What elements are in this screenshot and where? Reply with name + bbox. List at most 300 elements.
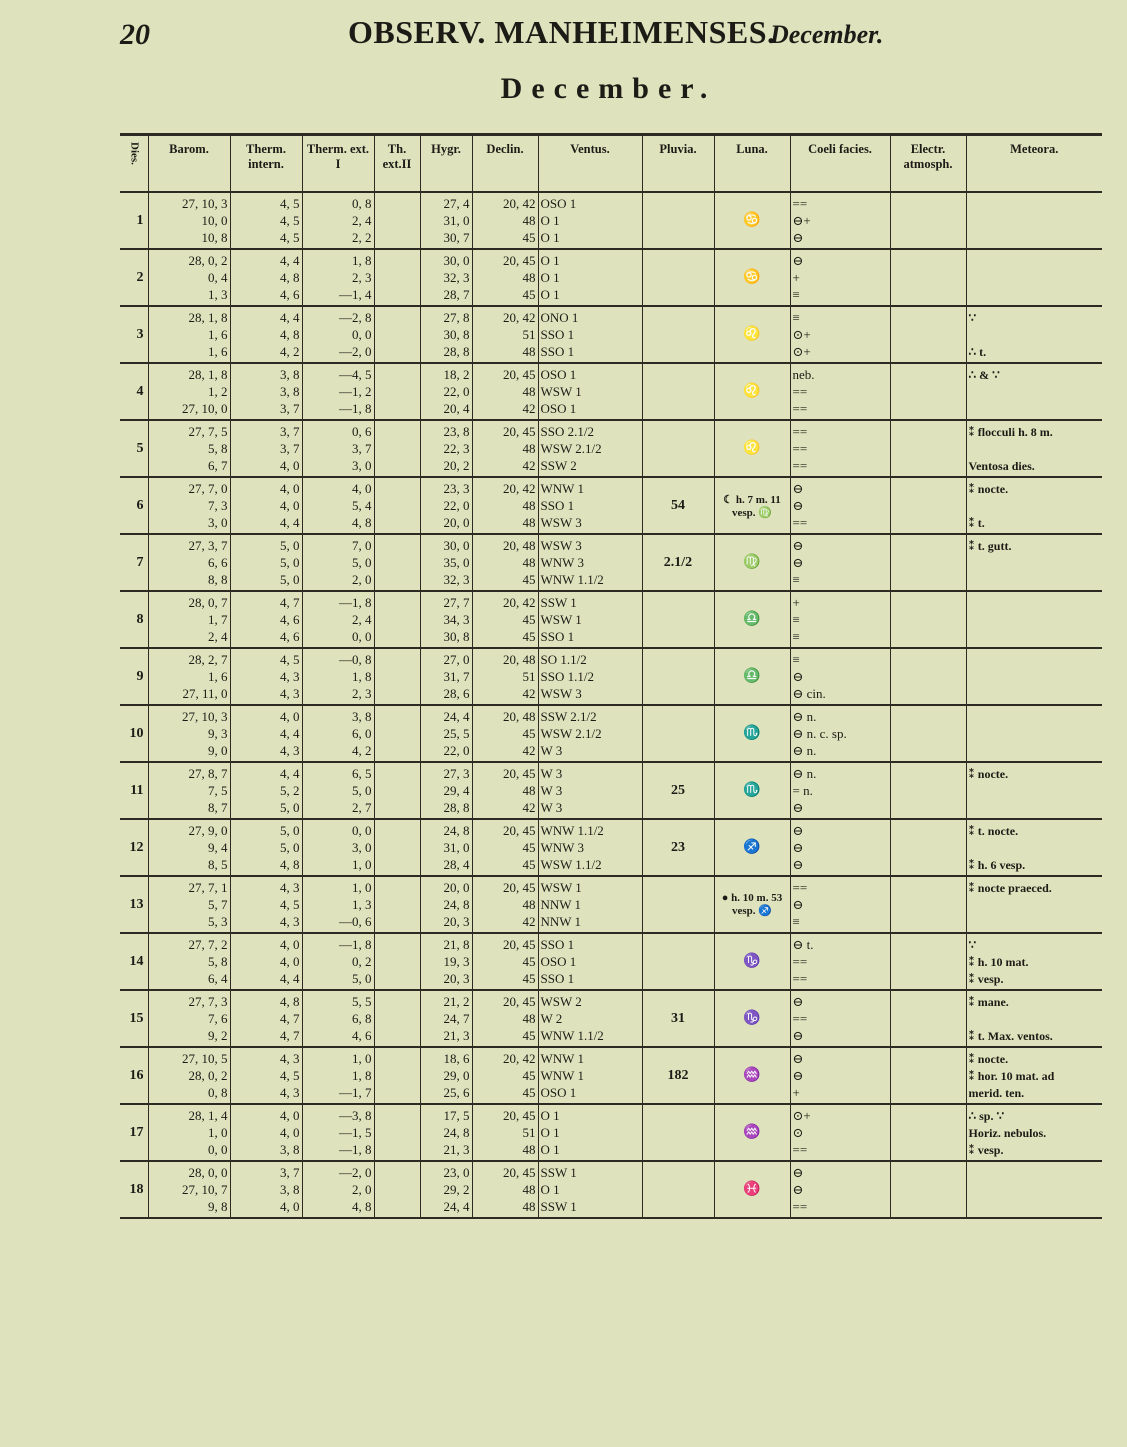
declination-cell-line: 20, 45: [503, 822, 536, 838]
barometer-cell-line: 9, 8: [208, 1198, 228, 1214]
electricity-cell: [890, 819, 966, 876]
electricity-cell: [890, 1161, 966, 1218]
thermometer-internal-cell-line: 4, 4: [280, 252, 300, 268]
meteora-cell-line: ⁑ hor. 10 mat. ad: [968, 1068, 1055, 1083]
thermometer-external-cell-line: 0, 0: [352, 326, 372, 342]
sky-cell-line: ⊖: [792, 822, 804, 838]
thermometer-internal-cell-line: 4, 6: [280, 286, 300, 302]
declination-cell-line: 45: [522, 571, 536, 587]
table-row: [120, 933, 1102, 990]
thermometer-internal-cell-line: 4, 0: [280, 1107, 300, 1123]
thermometer-internal-cell-line: 5, 0: [280, 537, 300, 553]
day-cell: 7: [120, 534, 148, 591]
column-header: [120, 135, 148, 193]
wind-cell-line: O 1: [540, 252, 560, 268]
barometer-cell-line: 6, 4: [208, 970, 228, 986]
thermometer-external-cell-line: 4, 8: [352, 514, 372, 530]
thermometer-internal-cell-line: 4, 0: [280, 457, 300, 473]
hygrometer-cell-line: 24, 8: [443, 896, 470, 912]
declination-cell-line: 45: [522, 286, 536, 302]
thermometer-external-cell-line: 3, 7: [352, 440, 372, 456]
thermometer-external-ii-cell: [374, 1104, 420, 1161]
sky-cell: [790, 477, 890, 534]
meteora-cell-line: ⁑ t. nocte.: [968, 823, 1019, 838]
thermometer-internal-cell-line: 4, 0: [280, 497, 300, 513]
thermometer-external-cell: [302, 591, 374, 648]
declination-cell-line: 48: [522, 269, 536, 285]
thermometer-external-cell-line: 2, 4: [352, 611, 372, 627]
hygrometer-cell-line: 31, 7: [443, 668, 470, 684]
barometer-cell-line: 0, 4: [208, 269, 228, 285]
declination-cell-line: 20, 45: [503, 936, 536, 952]
barometer-cell: [148, 819, 230, 876]
hygrometer-cell-line: 24, 4: [443, 708, 470, 724]
thermometer-external-ii-cell: [374, 819, 420, 876]
thermometer-external-ii-cell: [374, 705, 420, 762]
barometer-cell-line: 5, 3: [208, 913, 228, 929]
thermometer-external-cell-line: 1, 8: [352, 668, 372, 684]
barometer-cell-line: 27, 10, 7: [182, 1181, 228, 1197]
declination-cell-line: 48: [522, 554, 536, 570]
sky-cell-line: ==: [792, 1141, 808, 1157]
sky-cell: [790, 933, 890, 990]
wind-cell-line: WSW 2.1/2: [540, 725, 602, 741]
sky-cell-line: ⊖: [792, 497, 804, 513]
electricity-cell: [890, 933, 966, 990]
declination-cell: [472, 591, 538, 648]
thermometer-external-cell: [302, 420, 374, 477]
declination-cell-line: 20, 45: [503, 1107, 536, 1123]
declination-cell-line: 45: [522, 628, 536, 644]
wind-cell-line: SSO 1: [540, 343, 575, 359]
hygrometer-cell-line: 20, 2: [443, 457, 470, 473]
sky-cell: [790, 876, 890, 933]
thermometer-external-cell-line: 5, 5: [352, 993, 372, 1009]
barometer-cell-line: 7, 3: [208, 497, 228, 513]
hygrometer-cell-line: 23, 0: [443, 1164, 470, 1180]
meteora-cell-line: ⁑ t. Max. ventos.: [968, 1028, 1053, 1043]
meteora-cell-line: ⁑ nocte.: [968, 1051, 1009, 1066]
thermometer-external-ii-cell: [374, 477, 420, 534]
thermometer-internal-cell: [230, 363, 302, 420]
declination-cell-line: 42: [522, 913, 536, 929]
declination-cell: [472, 933, 538, 990]
sky-cell-line: = n.: [792, 782, 813, 798]
wind-cell-line: WNW 1.1/2: [540, 1027, 604, 1043]
thermometer-external-cell-line: —0, 6: [339, 913, 372, 929]
barometer-cell-line: 27, 10, 0: [182, 400, 228, 416]
barometer-cell: [148, 990, 230, 1047]
barometer-cell-line: 1, 6: [208, 343, 228, 359]
declination-cell-line: 20, 42: [503, 594, 536, 610]
barometer-cell-line: 8, 5: [208, 856, 228, 872]
column-header: Th. ext.II: [374, 135, 420, 193]
wind-cell-line: SSO 1: [540, 628, 575, 644]
sky-cell-line: ==: [792, 953, 808, 969]
observations-table-wrap: [120, 133, 1102, 1219]
wind-cell-line: OSO 1: [540, 953, 577, 969]
hygrometer-cell-line: 31, 0: [443, 212, 470, 228]
hygrometer-cell-line: 28, 7: [443, 286, 470, 302]
thermometer-external-cell-line: 6, 0: [352, 725, 372, 741]
thermometer-internal-cell-line: 3, 7: [280, 400, 300, 416]
table-header-row: [120, 135, 1102, 193]
barometer-cell: [148, 1047, 230, 1104]
hygrometer-cell-line: 28, 8: [443, 343, 470, 359]
declination-cell: [472, 1047, 538, 1104]
thermometer-external-cell-line: 1, 3: [352, 896, 372, 912]
declination-cell-line: 42: [522, 457, 536, 473]
wind-cell-line: NNW 1: [540, 896, 582, 912]
thermometer-internal-cell-line: 3, 8: [280, 1181, 300, 1197]
day-cell: 2: [120, 249, 148, 306]
thermometer-external-cell-line: —1, 4: [339, 286, 372, 302]
declination-cell: [472, 876, 538, 933]
hygrometer-cell-line: 32, 3: [443, 269, 470, 285]
column-header: Meteora.: [966, 135, 1102, 193]
sky-cell: [790, 705, 890, 762]
hygrometer-cell-line: 25, 6: [443, 1084, 470, 1100]
declination-cell-line: 45: [522, 725, 536, 741]
rain-cell: [642, 1161, 714, 1218]
wind-cell: [538, 192, 642, 249]
day-cell: 6: [120, 477, 148, 534]
rain-cell: [642, 1104, 714, 1161]
sky-cell: [790, 534, 890, 591]
hygrometer-cell-line: 20, 3: [443, 913, 470, 929]
hygrometer-cell-line: 24, 7: [443, 1010, 470, 1026]
sky-cell-line: ==: [792, 195, 808, 211]
thermometer-internal-cell-line: 4, 4: [280, 970, 300, 986]
barometer-cell: [148, 762, 230, 819]
hygrometer-cell: [420, 420, 472, 477]
rain-cell: [642, 306, 714, 363]
moon-cell: ♒: [714, 1104, 790, 1161]
declination-cell-line: 51: [522, 668, 536, 684]
meteora-cell: [966, 1104, 1102, 1161]
wind-cell: [538, 1047, 642, 1104]
wind-cell-line: O 1: [540, 1124, 560, 1140]
electricity-cell: [890, 648, 966, 705]
sky-cell-line: ⊖: [792, 856, 804, 872]
thermometer-external-cell: [302, 1104, 374, 1161]
moon-cell: ♎: [714, 648, 790, 705]
thermometer-external-cell: [302, 762, 374, 819]
meteora-cell: [966, 591, 1102, 648]
declination-cell: [472, 1104, 538, 1161]
declination-cell-line: 48: [522, 1141, 536, 1157]
hygrometer-cell-line: 20, 0: [443, 879, 470, 895]
declination-cell-line: 42: [522, 799, 536, 815]
thermometer-external-ii-cell: [374, 591, 420, 648]
hygrometer-cell-line: 30, 0: [443, 537, 470, 553]
barometer-cell-line: 9, 3: [208, 725, 228, 741]
day-cell: 11: [120, 762, 148, 819]
sky-cell-line: ⊖: [792, 252, 804, 268]
barometer-cell-line: 0, 0: [208, 1141, 228, 1157]
meteora-cell-line: ⁑ nocte praeced.: [968, 880, 1052, 895]
wind-cell: [538, 762, 642, 819]
rain-cell: 23: [642, 819, 714, 876]
thermometer-internal-cell-line: 4, 7: [280, 594, 300, 610]
hygrometer-cell: [420, 363, 472, 420]
electricity-cell: [890, 876, 966, 933]
sky-cell-line: ⊖: [792, 537, 804, 553]
meteora-cell-line: Horiz. nebulos.: [968, 1125, 1047, 1140]
declination-cell: [472, 306, 538, 363]
thermometer-external-cell-line: 4, 8: [352, 1198, 372, 1214]
barometer-cell-line: 7, 6: [208, 1010, 228, 1026]
barometer-cell-line: 6, 6: [208, 554, 228, 570]
thermometer-external-cell-line: 1, 0: [352, 879, 372, 895]
table-row: [120, 1047, 1102, 1104]
sky-cell-line: ⊖: [792, 1181, 804, 1197]
thermometer-internal-cell-line: 4, 0: [280, 1198, 300, 1214]
declination-cell-line: 20, 45: [503, 765, 536, 781]
thermometer-internal-cell-line: 5, 0: [280, 571, 300, 587]
hygrometer-cell-line: 27, 4: [443, 195, 470, 211]
declination-cell-line: 48: [522, 1181, 536, 1197]
table-row: [120, 363, 1102, 420]
thermometer-external-cell-line: 4, 0: [352, 480, 372, 496]
hygrometer-cell: [420, 762, 472, 819]
wind-cell-line: O 1: [540, 212, 560, 228]
sky-cell-line: ⊖ n. c. sp.: [792, 725, 847, 741]
hygrometer-cell-line: 18, 2: [443, 366, 470, 382]
barometer-cell: [148, 591, 230, 648]
thermometer-external-cell-line: —1, 7: [339, 1084, 372, 1100]
barometer-cell-line: 28, 0, 2: [188, 252, 228, 268]
electricity-cell: [890, 534, 966, 591]
sky-cell-line: ==: [792, 1198, 808, 1214]
barometer-cell-line: 1, 6: [208, 668, 228, 684]
sky-cell-line: ⊖: [792, 799, 804, 815]
wind-cell-line: SSO 1: [540, 326, 575, 342]
thermometer-external-cell-line: —1, 8: [339, 594, 372, 610]
barometer-cell-line: 7, 5: [208, 782, 228, 798]
meteora-cell-line: ⁑ t. gutt.: [968, 538, 1012, 553]
thermometer-internal-cell-line: 4, 4: [280, 725, 300, 741]
thermometer-external-ii-cell: [374, 933, 420, 990]
thermometer-internal-cell-line: 4, 6: [280, 628, 300, 644]
moon-cell: ♑: [714, 933, 790, 990]
hygrometer-cell: [420, 819, 472, 876]
table-row: [120, 876, 1102, 933]
sky-cell-line: ≡: [792, 651, 800, 667]
month-heading: December.: [500, 72, 717, 105]
thermometer-external-cell-line: 2, 3: [352, 685, 372, 701]
declination-cell-line: 20, 42: [503, 480, 536, 496]
barometer-cell-line: 27, 7, 1: [188, 879, 228, 895]
thermometer-internal-cell-line: 4, 6: [280, 611, 300, 627]
thermometer-internal-cell-line: 4, 3: [280, 879, 300, 895]
declination-cell-line: 20, 45: [503, 879, 536, 895]
sky-cell-line: ⊙: [792, 1124, 804, 1140]
wind-cell-line: WNW 1.1/2: [540, 822, 604, 838]
meteora-cell: [966, 192, 1102, 249]
thermometer-internal-cell: [230, 420, 302, 477]
thermometer-internal-cell: [230, 477, 302, 534]
wind-cell-line: O 1: [540, 1107, 560, 1123]
moon-cell: ☾ h. 7 m. 11 vesp. ♍: [714, 477, 790, 534]
wind-cell-line: WSW 1.1/2: [540, 856, 602, 872]
electricity-cell: [890, 192, 966, 249]
hygrometer-cell-line: 18, 6: [443, 1050, 470, 1066]
hygrometer-cell-line: 30, 0: [443, 252, 470, 268]
electricity-cell: [890, 420, 966, 477]
electricity-cell: [890, 363, 966, 420]
declination-cell: [472, 249, 538, 306]
declination-cell-line: 48: [522, 497, 536, 513]
barometer-cell-line: 1, 6: [208, 326, 228, 342]
moon-cell: ♌: [714, 420, 790, 477]
barometer-cell: [148, 363, 230, 420]
declination-cell-line: 51: [522, 326, 536, 342]
barometer-cell-line: 27, 11, 0: [182, 685, 228, 701]
thermometer-external-ii-cell: [374, 192, 420, 249]
declination-cell-line: 48: [522, 514, 536, 530]
barometer-cell-line: 28, 0, 0: [188, 1164, 228, 1180]
table-row: [120, 534, 1102, 591]
wind-cell-line: O 1: [540, 286, 560, 302]
barometer-cell-line: 28, 2, 7: [188, 651, 228, 667]
sky-cell: [790, 591, 890, 648]
declination-cell: [472, 534, 538, 591]
thermometer-external-cell: [302, 192, 374, 249]
barometer-cell: [148, 306, 230, 363]
wind-cell-line: W 3: [540, 765, 563, 781]
thermometer-external-cell-line: 2, 7: [352, 799, 372, 815]
sky-cell-line: ⊖: [792, 229, 804, 245]
sky-cell-line: ⊖ n.: [792, 765, 817, 781]
thermometer-external-cell: [302, 534, 374, 591]
moon-cell: ♋: [714, 192, 790, 249]
barometer-cell-line: 28, 1, 8: [188, 366, 228, 382]
thermometer-external-cell-line: 7, 0: [352, 537, 372, 553]
wind-cell-line: SSO 1.1/2: [540, 668, 594, 684]
hygrometer-cell-line: 29, 4: [443, 782, 470, 798]
sky-cell-line: ==: [792, 457, 808, 473]
barometer-cell-line: 10, 8: [201, 229, 228, 245]
sky-cell: [790, 819, 890, 876]
sky-cell-line: neb.: [792, 366, 815, 382]
sky-cell-line: ==: [792, 440, 808, 456]
declination-cell-line: 42: [522, 742, 536, 758]
sky-cell-line: ==: [792, 383, 808, 399]
declination-cell-line: 20, 48: [503, 651, 536, 667]
sky-cell-line: ⊖ n.: [792, 742, 817, 758]
wind-cell: [538, 363, 642, 420]
thermometer-external-cell-line: 5, 0: [352, 782, 372, 798]
thermometer-internal-cell-line: 4, 5: [280, 195, 300, 211]
rain-cell: [642, 591, 714, 648]
declination-cell-line: 48: [522, 440, 536, 456]
thermometer-internal-cell-line: 5, 0: [280, 799, 300, 815]
thermometer-external-cell: [302, 249, 374, 306]
electricity-cell: [890, 591, 966, 648]
moon-cell: ♏: [714, 705, 790, 762]
barometer-cell-line: 5, 8: [208, 440, 228, 456]
observations-table: [120, 133, 1102, 1219]
thermometer-external-cell-line: —2, 0: [339, 1164, 372, 1180]
declination-cell: [472, 363, 538, 420]
rain-cell: 182: [642, 1047, 714, 1104]
hygrometer-cell-line: 27, 8: [443, 309, 470, 325]
barometer-cell-line: 27, 7, 5: [188, 423, 228, 439]
hygrometer-cell: [420, 876, 472, 933]
thermometer-internal-cell-line: 4, 8: [280, 993, 300, 1009]
wind-cell-line: WSW 1: [540, 383, 582, 399]
barometer-cell-line: 10, 0: [201, 212, 228, 228]
thermometer-external-ii-cell: [374, 363, 420, 420]
electricity-cell: [890, 1104, 966, 1161]
rain-cell: [642, 249, 714, 306]
rain-cell: [642, 192, 714, 249]
thermometer-external-cell: [302, 933, 374, 990]
thermometer-internal-cell-line: 4, 3: [280, 685, 300, 701]
thermometer-external-cell-line: 2, 3: [352, 269, 372, 285]
thermometer-internal-cell-line: 3, 7: [280, 423, 300, 439]
declination-cell-line: 45: [522, 839, 536, 855]
barometer-cell-line: 1, 3: [208, 286, 228, 302]
declination-cell: [472, 1161, 538, 1218]
barometer-cell: [148, 420, 230, 477]
barometer-cell-line: 0, 8: [208, 1084, 228, 1100]
column-header: Hygr.: [420, 135, 472, 193]
wind-cell-line: SSO 1: [540, 970, 575, 986]
thermometer-external-cell-line: 5, 4: [352, 497, 372, 513]
thermometer-internal-cell-line: 4, 7: [280, 1010, 300, 1026]
sky-cell-line: ==: [792, 400, 808, 416]
declination-cell-line: 42: [522, 400, 536, 416]
thermometer-external-cell-line: 6, 8: [352, 1010, 372, 1026]
wind-cell-line: OSO 1: [540, 400, 577, 416]
hygrometer-cell-line: 23, 3: [443, 480, 470, 496]
thermometer-internal-cell-line: 4, 5: [280, 1067, 300, 1083]
wind-cell-line: OSO 1: [540, 195, 577, 211]
meteora-cell-line: ⁑ nocte.: [968, 481, 1009, 496]
table-row: [120, 762, 1102, 819]
barometer-cell-line: 2, 4: [208, 628, 228, 644]
sky-cell-line: ⊖ t.: [792, 936, 814, 952]
hygrometer-cell-line: 27, 0: [443, 651, 470, 667]
thermometer-internal-cell-line: 4, 5: [280, 229, 300, 245]
wind-cell-line: SSW 1: [540, 1164, 577, 1180]
thermometer-external-ii-cell: [374, 249, 420, 306]
sky-cell-line: ⊖: [792, 668, 804, 684]
thermometer-external-cell-line: 1, 0: [352, 856, 372, 872]
barometer-cell-line: 27, 10, 5: [182, 1050, 228, 1066]
meteora-cell-line: ⁑ t.: [968, 515, 985, 530]
thermometer-internal-cell-line: 4, 0: [280, 480, 300, 496]
wind-cell: [538, 1104, 642, 1161]
electricity-cell: [890, 306, 966, 363]
hygrometer-cell-line: 23, 8: [443, 423, 470, 439]
thermometer-external-cell: [302, 876, 374, 933]
barometer-cell-line: 3, 0: [208, 514, 228, 530]
thermometer-internal-cell-line: 4, 5: [280, 896, 300, 912]
hygrometer-cell-line: 35, 0: [443, 554, 470, 570]
declination-cell-line: 45: [522, 229, 536, 245]
thermometer-external-cell: [302, 363, 374, 420]
sky-cell-line: ≡: [792, 913, 800, 929]
meteora-cell-line: ⁑ vesp.: [968, 1142, 1004, 1157]
sky-cell: [790, 1104, 890, 1161]
thermometer-external-cell-line: 5, 0: [352, 970, 372, 986]
thermometer-external-cell-line: 0, 0: [352, 822, 372, 838]
thermometer-internal-cell: [230, 819, 302, 876]
hygrometer-cell: [420, 933, 472, 990]
